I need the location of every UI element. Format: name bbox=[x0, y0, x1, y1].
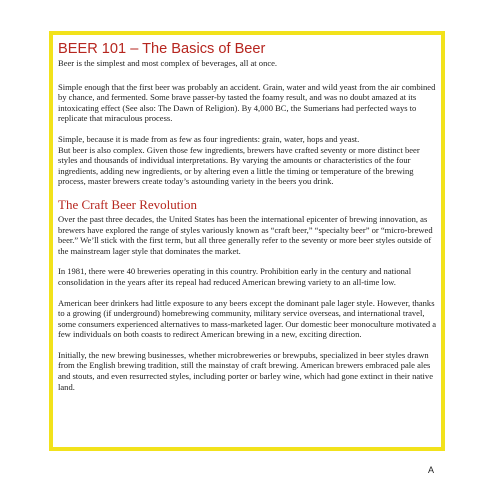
page-letter-marker: A bbox=[428, 465, 435, 475]
craft-beer-definition-paragraph: Over the past three decades, the United States has been the international epicenter of brewing innovation, as brewers have explored the range of styles variously known as “craft beer,” “specialty beer” or “micro-brewed beer.” We’ll stick with the first term, but all three generally refer to the seventy or more beer styles outside of the mainstream lager style that dominates the market. bbox=[58, 213, 433, 256]
american-drinkers-paragraph: American beer drinkers had little exposure to any beers except the dominant pale lager style. However, thanks to a growing (if underground) homebrewing community, military service overseas, and international travel, some consumers experienced alternatives to mass-marketed lager. Our domestic beer monoculture motivated a few individuals on both coasts to redirect American brewing in a new, exciting direction. bbox=[58, 297, 437, 340]
intro-lead-paragraph: Beer is the simplest and most complex of beverages, all at once. bbox=[58, 58, 278, 68]
beer-origins-paragraph: Simple enough that the first beer was probably an accident. Grain, water and wild yeast from the air combined by chance, and fermented. Some brave passer-by tasted the foamy result, and was no doubt amazed at its intoxicating effect (See also: The Dawn of Religion). By 4,000 BC, the Sumerians had perfected ways to replicate that miraculous process. bbox=[58, 81, 436, 124]
breweries-1981-paragraph: In 1981, there were 40 breweries operating in this country. Prohibition early in the century and national consolidation in the years after its repeal had reduced American brewing variety to an all-time low. bbox=[58, 266, 412, 287]
article-content bbox=[58, 40, 440, 448]
section-title-craft-beer-revolution: The Craft Beer Revolution bbox=[58, 196, 197, 212]
section-title-beer-101: BEER 101 – The Basics of Beer bbox=[58, 41, 266, 57]
beer-complexity-paragraph: But beer is also complex. Given those few ingredients, brewers have crafted seventy or more distinct beer styles and thousands of individual interpretations. By varying the amounts or characteristics of the four ingredients, adding new ingredients, or by altering even a little the timing or temperature of the brewing process, master brewers create today’s astounding variety in the beers you drink. bbox=[58, 144, 420, 187]
four-ingredients-paragraph: Simple, because it is made from as few as four ingredients: grain, water, hops and yeast. bbox=[58, 133, 360, 144]
new-brewing-businesses-paragraph: Initially, the new brewing businesses, whether microbreweries or brewpubs, specialized in beer styles drawn from the English brewing tradition, still the mainstay of craft brewing. American brewers embraced pale ales and stouts, and even resurrected styles, including porter or barley wine, which had gone extinct in their native land. bbox=[58, 349, 433, 392]
